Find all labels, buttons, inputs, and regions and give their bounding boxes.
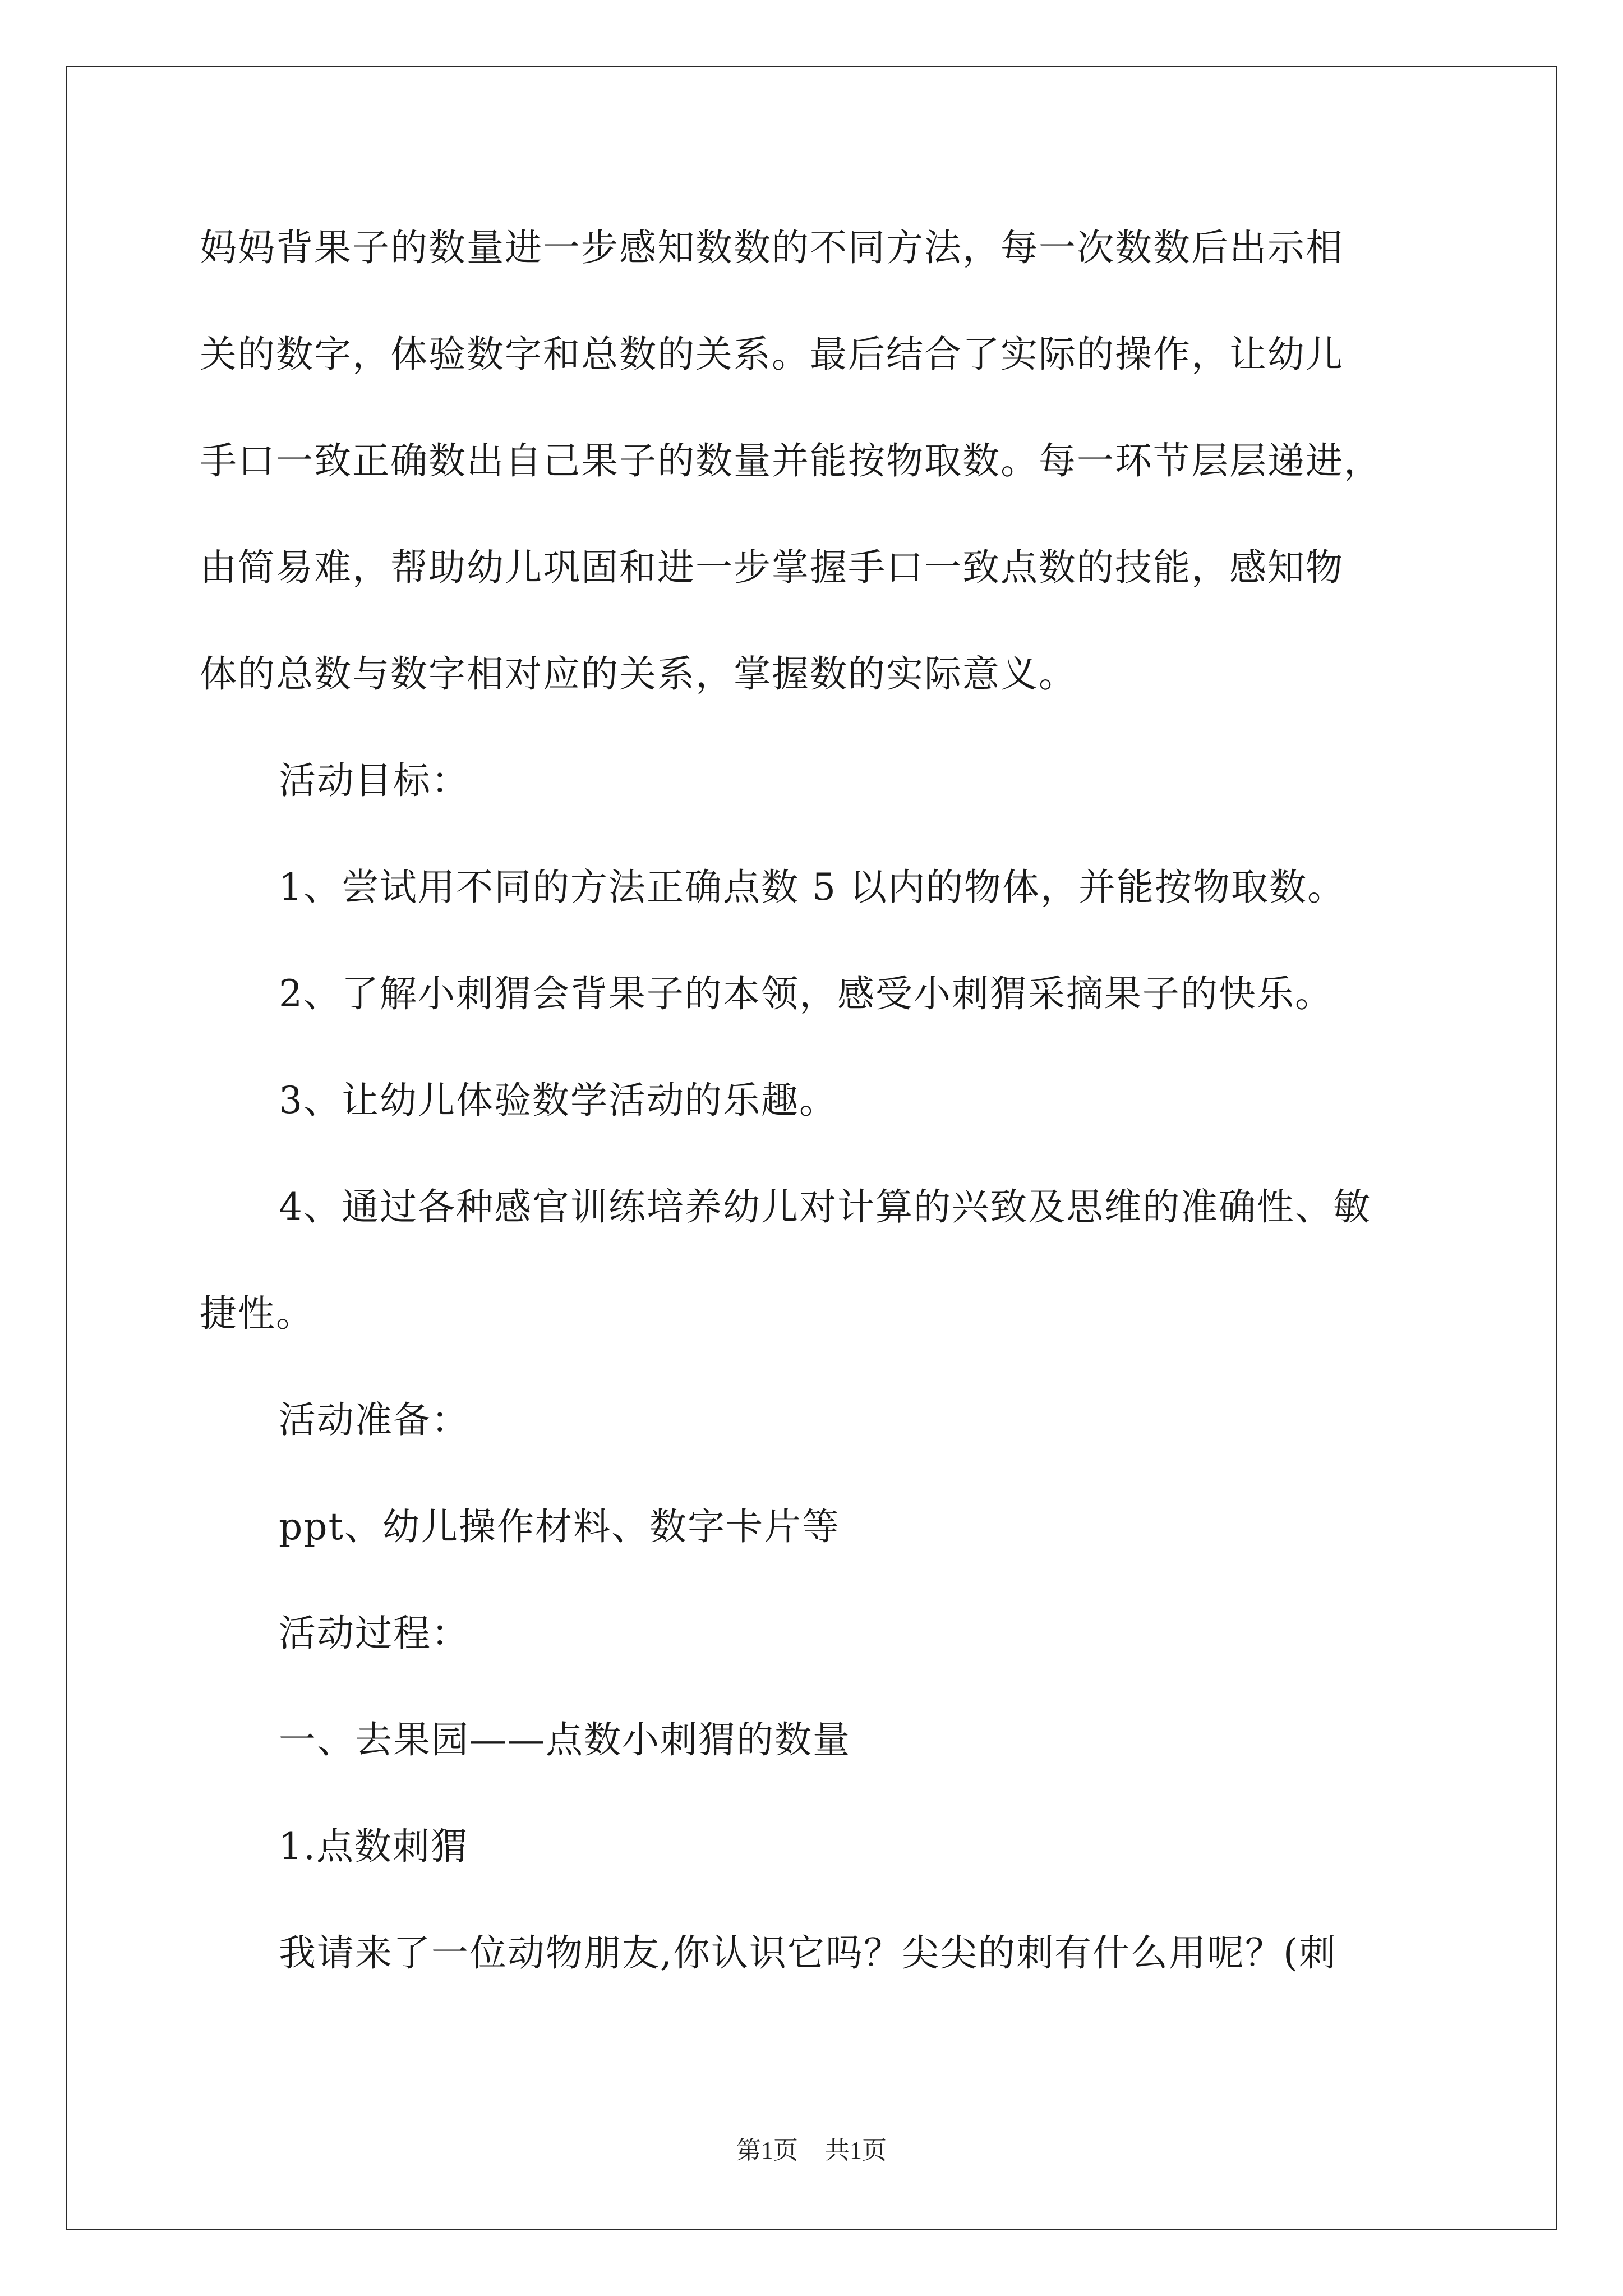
body-text-line: 体的总数与数字相对应的关系，掌握数的实际意义。 — [200, 652, 1077, 696]
body-text-line: 由简易难，帮助幼儿巩固和进一步掌握手口一致点数的技能，感知物 — [200, 546, 1344, 589]
heading-process: 活动过程： — [279, 1612, 469, 1655]
page-footer — [0, 2134, 1623, 2168]
section-heading-1: 一、去果园——点数小刺猬的数量 — [279, 1718, 851, 1761]
heading-goals: 活动目标： — [279, 759, 469, 802]
page-number: 第1页 — [736, 2137, 798, 2164]
goal-item-1: 1、尝试用不同的方法正确点数 5 以内的物体，并能按物取数。 — [279, 866, 1345, 909]
goal-item-2: 2、了解小刺猬会背果子的本领，感受小刺猬采摘果子的快乐。 — [279, 972, 1333, 1015]
heading-preparation: 活动准备： — [279, 1398, 469, 1442]
page-border — [66, 66, 1557, 2230]
goal-item-4: 4、通过各种感官训练培养幼儿对计算的兴致及思维的准确性、敏 — [279, 1185, 1371, 1228]
goal-item-4-continued: 捷性。 — [200, 1292, 314, 1335]
preparation-text: ppt、幼儿操作材料、数字卡片等 — [279, 1505, 841, 1548]
goal-item-3: 3、让幼儿体验数学活动的乐趣。 — [279, 1079, 837, 1122]
page-total: 共1页 — [825, 2137, 887, 2164]
step-heading-1: 1.点数刺猬 — [279, 1825, 469, 1868]
body-text-line: 妈妈背果子的数量进一步感知数数的不同方法，每一次数数后出示相 — [200, 226, 1344, 269]
body-text-line: 手口一致正确数出自己果子的数量并能按物取数。每一环节层层递进， — [200, 439, 1382, 482]
dialog-text: 我请来了一位动物朋友,你认识它吗？尖尖的刺有什么用呢？(刺 — [279, 1931, 1337, 1975]
body-text-line: 关的数字，体验数字和总数的关系。最后结合了实际的操作，让幼儿 — [200, 333, 1344, 376]
